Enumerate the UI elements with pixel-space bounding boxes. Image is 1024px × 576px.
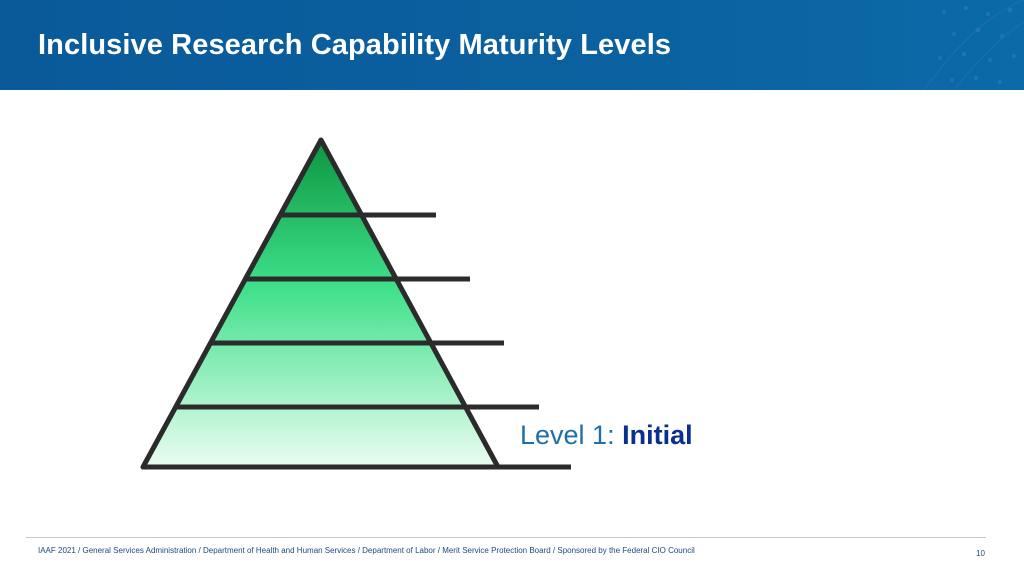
footer-credits: IAAF 2021 / General Services Administration / Department of Health and Human Services / Department of Labor / Merit Service Protection Board / Sponsored by the Federal CIO Council — [38, 546, 695, 555]
level-number: Level 1: — [520, 420, 615, 450]
level-label — [520, 420, 693, 451]
pyramid-body — [143, 140, 498, 467]
page-number: 10 — [976, 549, 985, 558]
footer-divider — [26, 537, 986, 538]
level-name: Initial — [622, 420, 693, 450]
page-title: Inclusive Research Capability Maturity Levels — [38, 29, 672, 61]
